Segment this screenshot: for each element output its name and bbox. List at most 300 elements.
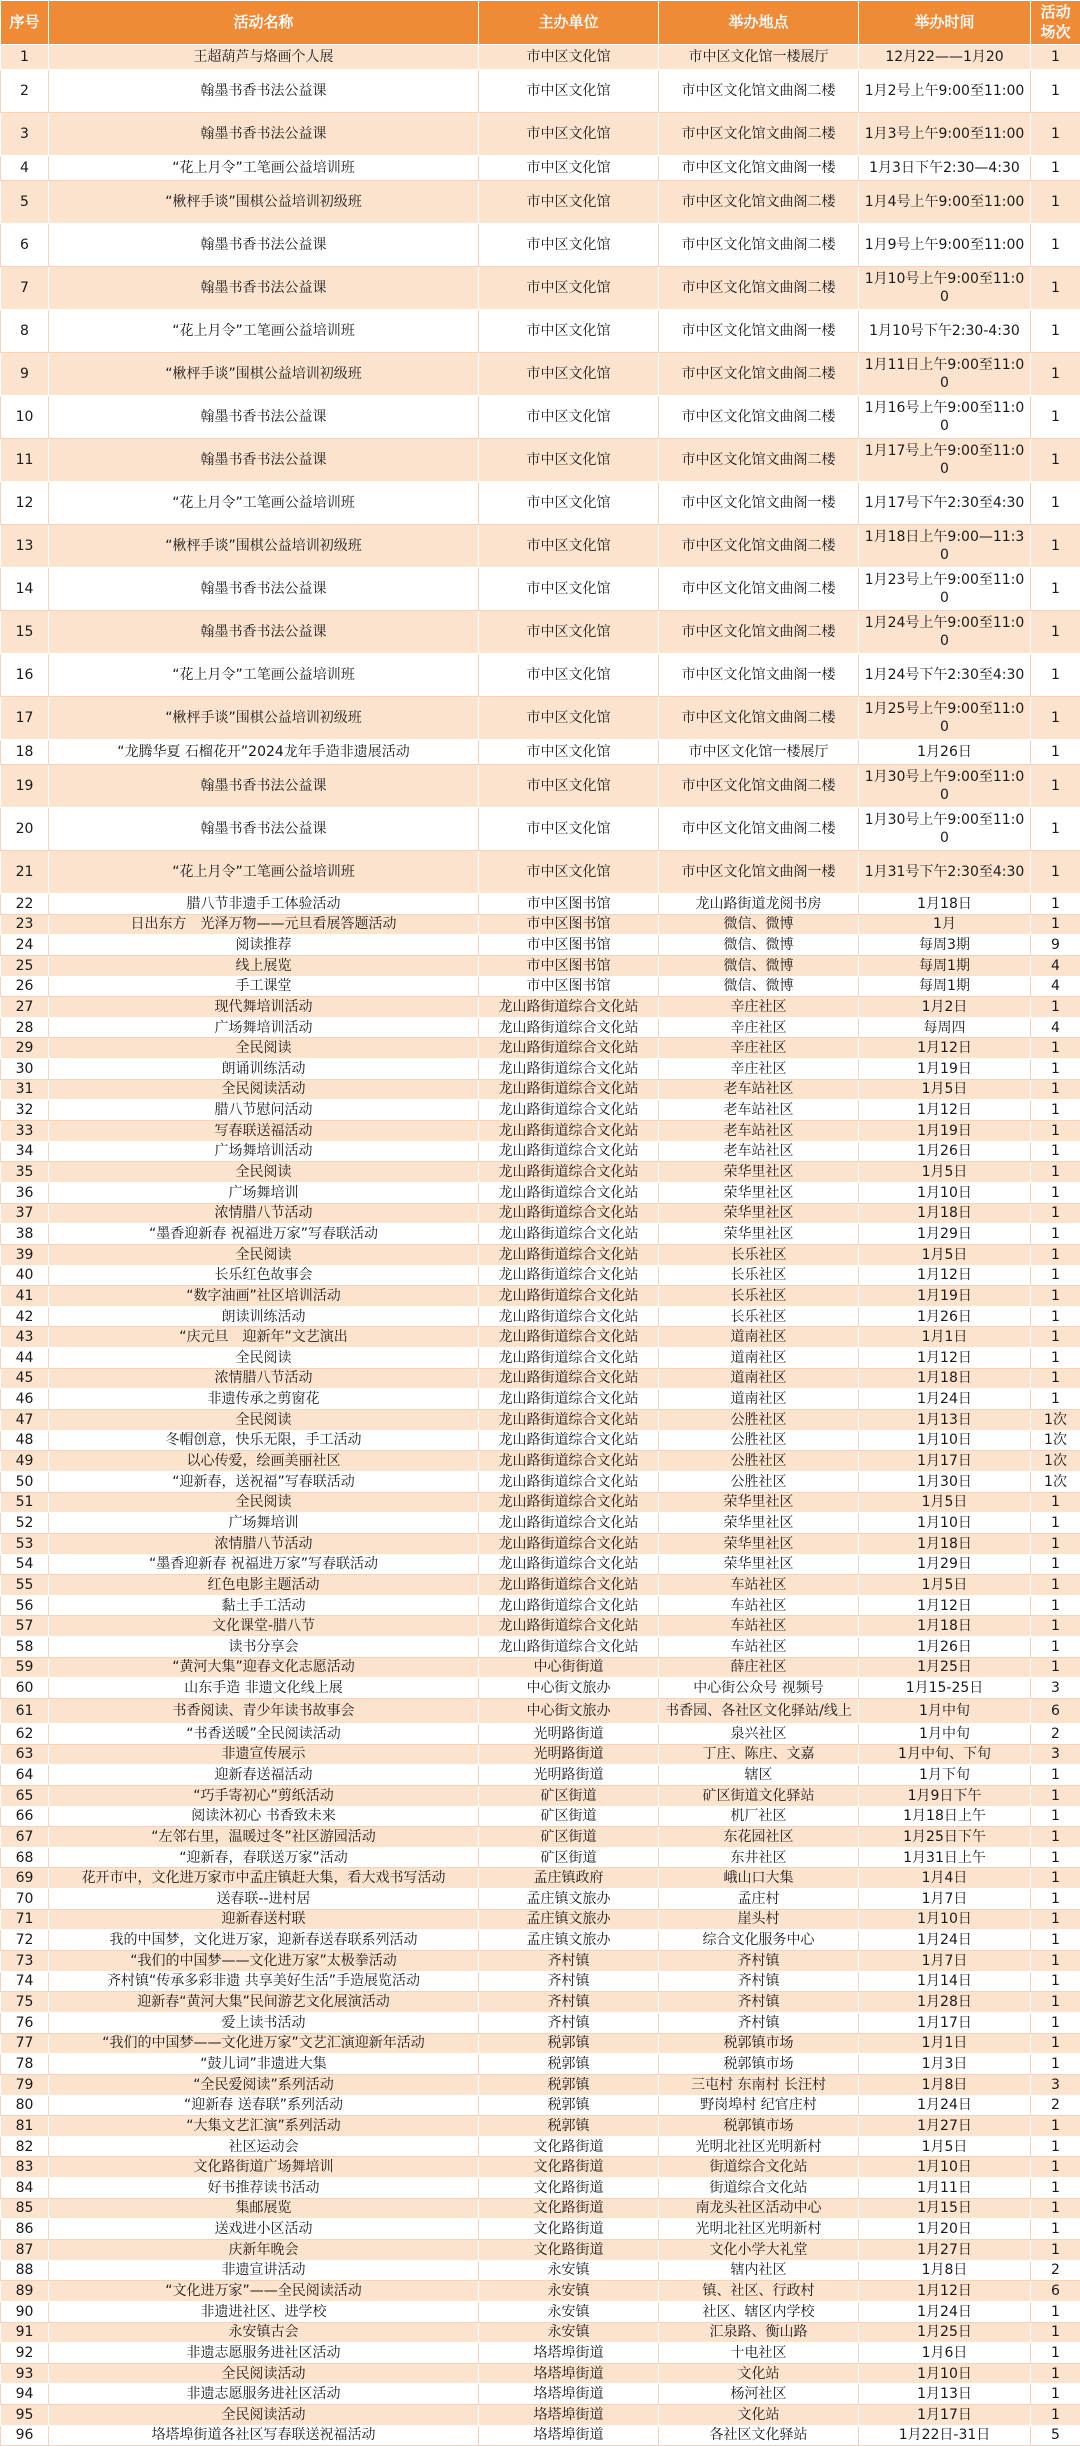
cell-index: 16 — [1, 654, 49, 697]
cell-activity: 读书分享会 — [49, 1637, 479, 1658]
cell-organizer: 中心街文旅办 — [479, 1698, 659, 1723]
table-row — [1, 1306, 1080, 1327]
cell-venue: 综合文化服务中心 — [659, 1930, 859, 1951]
cell-sessions: 1 — [1031, 310, 1080, 353]
cell-time: 1月2号上午9:00至11:00 — [859, 70, 1031, 113]
cell-time: 1月31日上午 — [859, 1847, 1031, 1868]
cell-venue: 市中区文化馆一楼展厅 — [659, 45, 859, 70]
table-row — [1, 697, 1080, 740]
cell-venue: 道南社区 — [659, 1327, 859, 1348]
cell-venue: 辛庄社区 — [659, 1059, 859, 1080]
cell-venue: 老车站社区 — [659, 1079, 859, 1100]
cell-activity: 我的中国梦，文化进万家，迎新春送春联系列活动 — [49, 1930, 479, 1951]
cell-sessions: 1 — [1031, 1533, 1080, 1554]
cell-time: 1月12日 — [859, 2281, 1031, 2302]
table-row — [1, 2116, 1080, 2137]
cell-organizer: 龙山路街道综合文化站 — [479, 1182, 659, 1203]
cell-organizer: 齐村镇 — [479, 1992, 659, 2013]
cell-activity: “花上月令”工笔画公益培训班 — [49, 156, 479, 181]
table-row — [1, 1244, 1080, 1265]
table-row — [1, 2198, 1080, 2219]
cell-activity: 红色电影主题活动 — [49, 1575, 479, 1596]
cell-sessions: 1 — [1031, 2033, 1080, 2054]
cell-venue: 书香园、各社区文化驿站/线上 — [659, 1698, 859, 1723]
cell-venue: 三屯村 东南村 长汪村 — [659, 2074, 859, 2095]
cell-organizer: 矿区街道 — [479, 1847, 659, 1868]
cell-sessions: 1 — [1031, 654, 1080, 697]
cell-index: 10 — [1, 396, 49, 439]
cell-organizer: 孟庄镇文旅办 — [479, 1909, 659, 1930]
cell-time: 1月1日 — [859, 1327, 1031, 1348]
cell-sessions: 2 — [1031, 1723, 1080, 1744]
cell-activity: “楸枰手谈”围棋公益培训初级班 — [49, 697, 479, 740]
cell-sessions: 1 — [1031, 2240, 1080, 2261]
table-row — [1, 1678, 1080, 1699]
cell-time: 1月12日 — [859, 1038, 1031, 1059]
cell-sessions: 1 — [1031, 1141, 1080, 1162]
cell-organizer: 垎塔埠街道 — [479, 2363, 659, 2384]
cell-sessions: 1 — [1031, 1554, 1080, 1575]
cell-index: 31 — [1, 1079, 49, 1100]
col-header-activity: 活动名称 — [49, 1, 479, 45]
cell-time: 1月24号上午9:00至11:00 — [859, 611, 1031, 654]
table-row — [1, 2240, 1080, 2261]
cell-time: 1月 — [859, 914, 1031, 935]
table-row — [1, 2384, 1080, 2405]
cell-venue: 税郭镇市场 — [659, 2054, 859, 2075]
cell-venue: 矿区街道文化驿站 — [659, 1785, 859, 1806]
cell-time: 1月10日 — [859, 2157, 1031, 2178]
cell-sessions: 1 — [1031, 2012, 1080, 2033]
cell-time: 1月8日 — [859, 2074, 1031, 2095]
cell-sessions: 1 — [1031, 1079, 1080, 1100]
table-row — [1, 2343, 1080, 2364]
cell-venue: 市中区文化馆文曲阁二楼 — [659, 353, 859, 396]
cell-activity: 翰墨书香书法公益课 — [49, 439, 479, 482]
cell-sessions: 5 — [1031, 2425, 1080, 2446]
cell-organizer: 市中区文化馆 — [479, 654, 659, 697]
cell-organizer: 市中区文化馆 — [479, 353, 659, 396]
table-row — [1, 1017, 1080, 1038]
cell-index: 50 — [1, 1471, 49, 1492]
cell-time: 1月17号上午9:00至11:00 — [859, 439, 1031, 482]
cell-activity: 朗读训练活动 — [49, 1306, 479, 1327]
cell-activity: 全民阅读 — [49, 1244, 479, 1265]
cell-activity: 书香阅读、青少年读书故事会 — [49, 1698, 479, 1723]
cell-activity: 阅读推荐 — [49, 935, 479, 956]
cell-organizer: 文化路街道 — [479, 2136, 659, 2157]
cell-activity: “迎新春，送祝福”写春联活动 — [49, 1471, 479, 1492]
table-row — [1, 396, 1080, 439]
cell-index: 92 — [1, 2343, 49, 2364]
cell-time: 1月31号下午2:30至4:30 — [859, 851, 1031, 894]
cell-venue: 车站社区 — [659, 1575, 859, 1596]
cell-venue: 荣华里社区 — [659, 1513, 859, 1534]
cell-organizer: 孟庄镇政府 — [479, 1868, 659, 1889]
table-row — [1, 1765, 1080, 1786]
cell-sessions: 1 — [1031, 1657, 1080, 1678]
cell-index: 15 — [1, 611, 49, 654]
cell-sessions: 1次 — [1031, 1410, 1080, 1431]
cell-venue: 道南社区 — [659, 1368, 859, 1389]
cell-sessions: 1 — [1031, 2322, 1080, 2343]
col-header-venue: 举办地点 — [659, 1, 859, 45]
table-row — [1, 1182, 1080, 1203]
cell-sessions: 1 — [1031, 2343, 1080, 2364]
cell-index: 51 — [1, 1492, 49, 1513]
cell-organizer: 矿区街道 — [479, 1827, 659, 1848]
cell-time: 1月26日 — [859, 1306, 1031, 1327]
table-row — [1, 1868, 1080, 1889]
table-row — [1, 1141, 1080, 1162]
cell-time: 1月6日 — [859, 2343, 1031, 2364]
cell-venue: 荣华里社区 — [659, 1182, 859, 1203]
cell-organizer: 龙山路街道综合文化站 — [479, 1430, 659, 1451]
table-row — [1, 1847, 1080, 1868]
cell-sessions: 1 — [1031, 2363, 1080, 2384]
cell-activity: 非遗传承之剪窗花 — [49, 1389, 479, 1410]
cell-activity: “花上月令”工笔画公益培训班 — [49, 654, 479, 697]
cell-activity: 以心传爱，绘画美丽社区 — [49, 1451, 479, 1472]
cell-venue: 公胜社区 — [659, 1430, 859, 1451]
cell-activity: 阅读沐初心 书香致未来 — [49, 1806, 479, 1827]
cell-venue: 辖内社区 — [659, 2260, 859, 2281]
cell-index: 61 — [1, 1698, 49, 1723]
cell-index: 75 — [1, 1992, 49, 2013]
cell-index: 54 — [1, 1554, 49, 1575]
cell-index: 56 — [1, 1595, 49, 1616]
cell-venue: 长乐社区 — [659, 1306, 859, 1327]
cell-sessions: 1 — [1031, 2384, 1080, 2405]
cell-activity: “花上月令”工笔画公益培训班 — [49, 310, 479, 353]
cell-activity: 线上展览 — [49, 955, 479, 976]
cell-organizer: 市中区文化馆 — [479, 156, 659, 181]
cell-venue: 荣华里社区 — [659, 1533, 859, 1554]
cell-index: 34 — [1, 1141, 49, 1162]
cell-time: 1月中旬 — [859, 1723, 1031, 1744]
table-row — [1, 482, 1080, 525]
table-body — [1, 45, 1080, 2446]
cell-time: 1月25日下午 — [859, 1827, 1031, 1848]
cell-activity: “大集文艺汇演”系列活动 — [49, 2116, 479, 2137]
cell-venue: 齐村镇 — [659, 2012, 859, 2033]
cell-sessions: 2 — [1031, 2095, 1080, 2116]
table-row — [1, 654, 1080, 697]
cell-sessions: 1 — [1031, 697, 1080, 740]
table-row — [1, 2012, 1080, 2033]
cell-index: 40 — [1, 1265, 49, 1286]
table-row — [1, 70, 1080, 113]
cell-activity: 浓情腊八节活动 — [49, 1533, 479, 1554]
cell-venue: 道南社区 — [659, 1348, 859, 1369]
cell-venue: 汇泉路、衡山路 — [659, 2322, 859, 2343]
cell-sessions: 1 — [1031, 525, 1080, 568]
cell-organizer: 文化路街道 — [479, 2178, 659, 2199]
cell-sessions: 1 — [1031, 439, 1080, 482]
cell-venue: 市中区文化馆文曲阁二楼 — [659, 568, 859, 611]
cell-sessions: 1 — [1031, 740, 1080, 765]
cell-organizer: 市中区文化馆 — [479, 181, 659, 224]
table-row — [1, 2095, 1080, 2116]
cell-activity: “我们的中国梦——文化进万家”太极拳活动 — [49, 1951, 479, 1972]
cell-organizer: 龙山路街道综合文化站 — [479, 1079, 659, 1100]
cell-organizer: 龙山路街道综合文化站 — [479, 1306, 659, 1327]
table-row — [1, 1806, 1080, 1827]
cell-organizer: 龙山路街道综合文化站 — [479, 1286, 659, 1307]
cell-sessions: 1 — [1031, 2116, 1080, 2137]
cell-index: 27 — [1, 997, 49, 1018]
cell-activity: 浓情腊八节活动 — [49, 1203, 479, 1224]
cell-venue: 市中区文化馆文曲阁二楼 — [659, 611, 859, 654]
cell-index: 74 — [1, 1971, 49, 1992]
cell-index: 45 — [1, 1368, 49, 1389]
cell-activity: 永安镇古会 — [49, 2322, 479, 2343]
table-row — [1, 1059, 1080, 1080]
cell-organizer: 文化路街道 — [479, 2240, 659, 2261]
cell-activity: 齐村镇“传承多彩非遗 共享美好生活”手造展览活动 — [49, 1971, 479, 1992]
cell-index: 62 — [1, 1723, 49, 1744]
table-row — [1, 808, 1080, 851]
cell-index: 68 — [1, 1847, 49, 1868]
cell-organizer: 市中区文化馆 — [479, 765, 659, 808]
cell-time: 1月7日 — [859, 1951, 1031, 1972]
cell-time: 1月20日 — [859, 2219, 1031, 2240]
cell-sessions: 1 — [1031, 1765, 1080, 1786]
cell-organizer: 市中区文化馆 — [479, 697, 659, 740]
cell-venue: 文化站 — [659, 2405, 859, 2426]
cell-sessions: 1 — [1031, 2178, 1080, 2199]
cell-sessions: 1次 — [1031, 1430, 1080, 1451]
cell-venue: 道南社区 — [659, 1389, 859, 1410]
cell-time: 1月23号上午9:00至11:00 — [859, 568, 1031, 611]
cell-time: 1月18日 — [859, 1616, 1031, 1637]
cell-organizer: 龙山路街道综合文化站 — [479, 1244, 659, 1265]
table-row — [1, 1203, 1080, 1224]
cell-time: 1月13日 — [859, 2384, 1031, 2405]
cell-sessions: 1 — [1031, 1637, 1080, 1658]
cell-activity: “文化进万家”——全民阅读活动 — [49, 2281, 479, 2302]
cell-activity: “花上月令”工笔画公益培训班 — [49, 851, 479, 894]
cell-index: 9 — [1, 353, 49, 396]
cell-sessions: 9 — [1031, 935, 1080, 956]
cell-sessions: 3 — [1031, 1744, 1080, 1765]
table-row — [1, 2425, 1080, 2446]
table-row — [1, 1951, 1080, 1972]
col-header-index: 序号 — [1, 1, 49, 45]
cell-time: 1月1日 — [859, 2033, 1031, 2054]
cell-activity: 翰墨书香书法公益课 — [49, 267, 479, 310]
cell-organizer: 市中区文化馆 — [479, 267, 659, 310]
cell-time: 1月5日 — [859, 1492, 1031, 1513]
cell-time: 1月25日 — [859, 1657, 1031, 1678]
cell-index: 48 — [1, 1430, 49, 1451]
cell-venue: 光明北社区光明新村 — [659, 2136, 859, 2157]
header-row — [1, 1, 1080, 45]
cell-sessions: 1次 — [1031, 1451, 1080, 1472]
cell-sessions: 1 — [1031, 1244, 1080, 1265]
cell-venue: 市中区文化馆文曲阁二楼 — [659, 113, 859, 156]
cell-venue: 长乐社区 — [659, 1286, 859, 1307]
cell-venue: 各社区文化驿站 — [659, 2425, 859, 2446]
cell-index: 30 — [1, 1059, 49, 1080]
cell-time: 1月17号下午2:30至4:30 — [859, 482, 1031, 525]
table-row — [1, 1224, 1080, 1245]
cell-organizer: 税郭镇 — [479, 2033, 659, 2054]
cell-sessions: 4 — [1031, 955, 1080, 976]
cell-venue: 东花园社区 — [659, 1827, 859, 1848]
cell-organizer: 市中区文化馆 — [479, 851, 659, 894]
cell-organizer: 龙山路街道综合文化站 — [479, 1389, 659, 1410]
cell-sessions: 1 — [1031, 1806, 1080, 1827]
table-row — [1, 2033, 1080, 2054]
cell-index: 19 — [1, 765, 49, 808]
cell-venue: 市中区文化馆文曲阁二楼 — [659, 396, 859, 439]
cell-activity: 广场舞培训活动 — [49, 1141, 479, 1162]
cell-sessions: 4 — [1031, 1017, 1080, 1038]
cell-index: 26 — [1, 976, 49, 997]
table-row — [1, 181, 1080, 224]
cell-venue: 市中区文化馆文曲阁二楼 — [659, 267, 859, 310]
cell-index: 70 — [1, 1889, 49, 1910]
cell-index: 53 — [1, 1533, 49, 1554]
cell-time: 每周四 — [859, 1017, 1031, 1038]
cell-time: 1月18日 — [859, 1533, 1031, 1554]
cell-index: 79 — [1, 2074, 49, 2095]
cell-organizer: 文化路街道 — [479, 2198, 659, 2219]
cell-index: 3 — [1, 113, 49, 156]
col-header-sessions: 活动场次 — [1031, 1, 1080, 45]
cell-time: 1月10号下午2:30-4:30 — [859, 310, 1031, 353]
cell-organizer: 市中区文化馆 — [479, 568, 659, 611]
cell-organizer: 永安镇 — [479, 2301, 659, 2322]
cell-organizer: 市中区文化馆 — [479, 740, 659, 765]
cell-index: 63 — [1, 1744, 49, 1765]
cell-venue: 公胜社区 — [659, 1410, 859, 1431]
cell-activity: “书香送暖”全民阅读活动 — [49, 1723, 479, 1744]
cell-venue: 社区、辖区内学校 — [659, 2301, 859, 2322]
cell-organizer: 市中区图书馆 — [479, 955, 659, 976]
cell-organizer: 龙山路街道综合文化站 — [479, 1121, 659, 1142]
cell-index: 65 — [1, 1785, 49, 1806]
cell-index: 18 — [1, 740, 49, 765]
cell-organizer: 垎塔埠街道 — [479, 2343, 659, 2364]
cell-time: 1月19日 — [859, 1121, 1031, 1142]
cell-activity: 全民阅读活动 — [49, 2363, 479, 2384]
cell-venue: 光明北社区光明新村 — [659, 2219, 859, 2240]
cell-organizer: 龙山路街道综合文化站 — [479, 1471, 659, 1492]
table-row — [1, 224, 1080, 267]
cell-venue: 荣华里社区 — [659, 1162, 859, 1183]
cell-organizer: 市中区文化馆 — [479, 611, 659, 654]
table-row — [1, 1430, 1080, 1451]
cell-venue: 街道综合文化站 — [659, 2178, 859, 2199]
cell-time: 1月中旬 — [859, 1698, 1031, 1723]
cell-time: 1月19日 — [859, 1286, 1031, 1307]
cell-time: 1月30号上午9:00至11:00 — [859, 808, 1031, 851]
cell-time: 1月5日 — [859, 2136, 1031, 2157]
cell-venue: 车站社区 — [659, 1616, 859, 1637]
cell-organizer: 永安镇 — [479, 2260, 659, 2281]
cell-venue: 长乐社区 — [659, 1265, 859, 1286]
cell-venue: 市中区文化馆文曲阁二楼 — [659, 697, 859, 740]
cell-activity: “楸枰手谈”围棋公益培训初级班 — [49, 525, 479, 568]
cell-time: 1月10日 — [859, 2363, 1031, 2384]
cell-activity: 翰墨书香书法公益课 — [49, 224, 479, 267]
cell-organizer: 孟庄镇文旅办 — [479, 1889, 659, 1910]
cell-index: 66 — [1, 1806, 49, 1827]
cell-venue: 荣华里社区 — [659, 1554, 859, 1575]
cell-organizer: 市中区文化馆 — [479, 70, 659, 113]
cell-index: 95 — [1, 2405, 49, 2426]
cell-sessions: 1 — [1031, 1492, 1080, 1513]
cell-venue: 公胜社区 — [659, 1471, 859, 1492]
cell-venue: 老车站社区 — [659, 1141, 859, 1162]
cell-sessions: 1 — [1031, 1100, 1080, 1121]
cell-sessions: 1 — [1031, 2405, 1080, 2426]
table-header — [1, 1, 1080, 45]
cell-organizer: 龙山路街道综合文化站 — [479, 1575, 659, 1596]
cell-venue: 十电社区 — [659, 2343, 859, 2364]
cell-index: 11 — [1, 439, 49, 482]
cell-index: 55 — [1, 1575, 49, 1596]
table-row — [1, 1451, 1080, 1472]
cell-time: 1月18日 — [859, 894, 1031, 915]
cell-sessions: 1 — [1031, 2219, 1080, 2240]
table-row — [1, 310, 1080, 353]
table-row — [1, 1368, 1080, 1389]
cell-index: 46 — [1, 1389, 49, 1410]
cell-organizer: 市中区图书馆 — [479, 914, 659, 935]
cell-activity: “迎新春，春联送万家”活动 — [49, 1847, 479, 1868]
cell-sessions: 1 — [1031, 353, 1080, 396]
cell-time: 1月25号上午9:00至11:00 — [859, 697, 1031, 740]
cell-time: 1月26日 — [859, 1637, 1031, 1658]
cell-index: 49 — [1, 1451, 49, 1472]
cell-sessions: 1 — [1031, 1389, 1080, 1410]
cell-venue: 市中区文化馆文曲阁二楼 — [659, 525, 859, 568]
cell-organizer: 龙山路街道综合文化站 — [479, 1327, 659, 1348]
cell-organizer: 市中区图书馆 — [479, 894, 659, 915]
cell-organizer: 矿区街道 — [479, 1785, 659, 1806]
cell-organizer: 市中区文化馆 — [479, 45, 659, 70]
cell-activity: “楸枰手谈”围棋公益培训初级班 — [49, 353, 479, 396]
cell-time: 每周3期 — [859, 935, 1031, 956]
cell-venue: 南龙头社区活动中心 — [659, 2198, 859, 2219]
cell-sessions: 1 — [1031, 2198, 1080, 2219]
cell-time: 1月27日 — [859, 2116, 1031, 2137]
cell-venue: 孟庄村 — [659, 1889, 859, 1910]
table-row — [1, 2178, 1080, 2199]
cell-time: 1月12日 — [859, 1265, 1031, 1286]
cell-index: 7 — [1, 267, 49, 310]
cell-activity: “迎新春 送春联”系列活动 — [49, 2095, 479, 2116]
cell-sessions: 1 — [1031, 1203, 1080, 1224]
cell-venue: 荣华里社区 — [659, 1492, 859, 1513]
cell-index: 13 — [1, 525, 49, 568]
cell-index: 12 — [1, 482, 49, 525]
cell-time: 1月27日 — [859, 2240, 1031, 2261]
table-row — [1, 740, 1080, 765]
cell-activity: “墨香迎新春 祝福进万家”写春联活动 — [49, 1224, 479, 1245]
table-row — [1, 353, 1080, 396]
cell-index: 72 — [1, 1930, 49, 1951]
cell-organizer: 永安镇 — [479, 2281, 659, 2302]
cell-organizer: 市中区文化馆 — [479, 113, 659, 156]
cell-activity: 全民阅读活动 — [49, 1079, 479, 1100]
cell-organizer: 市中区文化馆 — [479, 224, 659, 267]
cell-venue: 税郭镇市场 — [659, 2033, 859, 2054]
cell-time: 1月14日 — [859, 1971, 1031, 1992]
